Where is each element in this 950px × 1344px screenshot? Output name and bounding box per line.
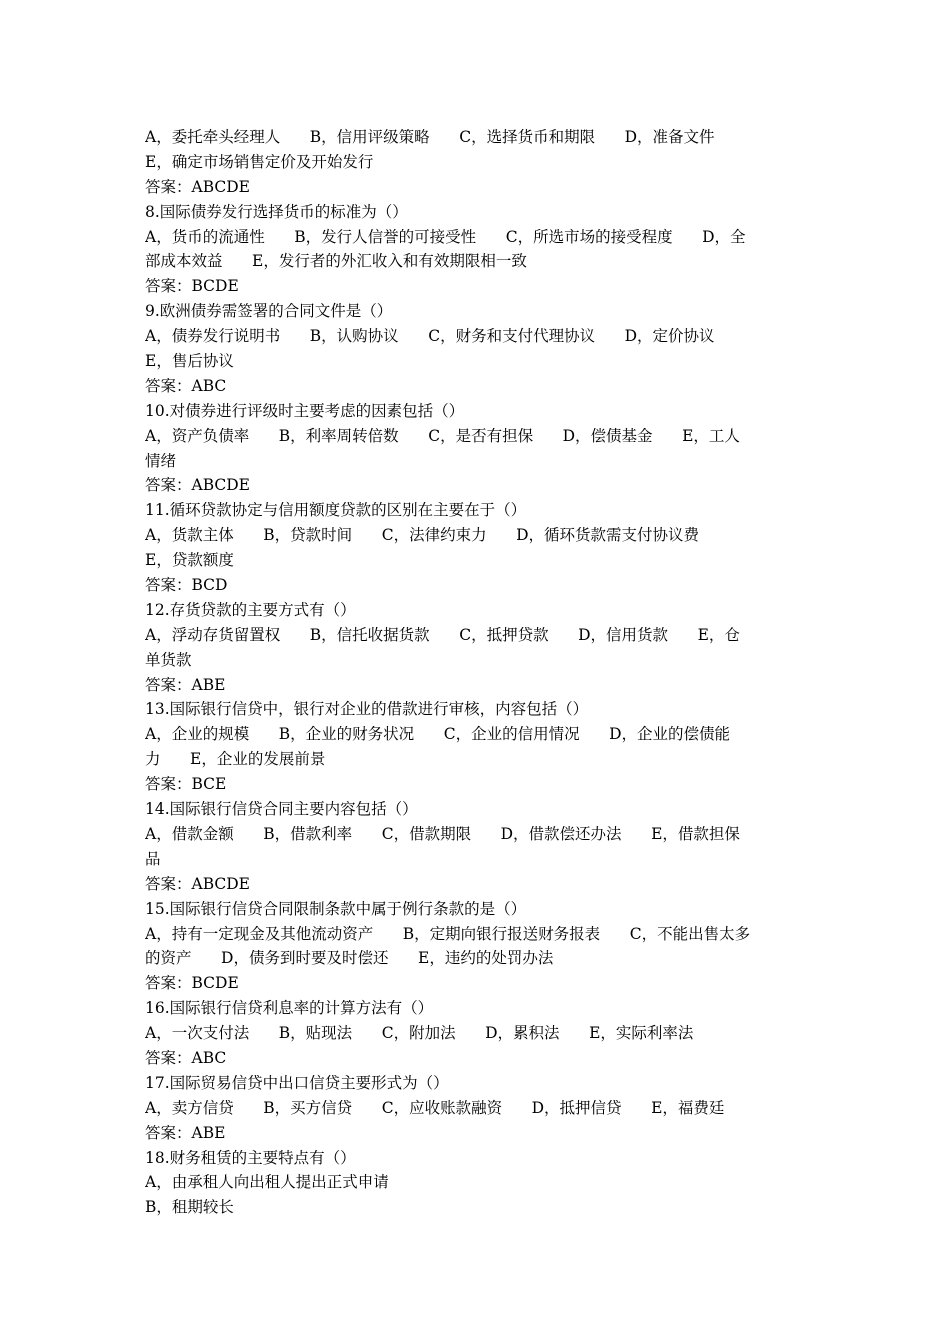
text-line: 情绪 (145, 451, 177, 470)
answer-line: 答案：BCD (145, 576, 228, 595)
text-line: A，货币的流通性 B，发行人信誉的可接受性 C，所选市场的接受程度 D，全 (145, 227, 746, 246)
answer-line: 答案：BCE (145, 775, 227, 794)
text-line: E，确定市场销售定价及开始发行 (145, 152, 374, 171)
text-line: E，售后协议 (145, 352, 234, 371)
question-line: 12.存货贷款的主要方式有（） (145, 600, 356, 619)
text-line: A，债券发行说明书 B，认购协议 C，财务和支付代理协议 D，定价协议 (145, 327, 715, 346)
answer-line: 答案：BCDE (145, 277, 239, 296)
answer-line: 答案：BCDE (145, 974, 239, 993)
question-line: 11.循环贷款协定与信用额度贷款的区别在主要在于（） (145, 501, 527, 520)
answer-line: 答案：ABE (145, 1123, 226, 1142)
text-line: A，企业的规模 B，企业的财务状况 C，企业的信用情况 D，企业的偿债能 (145, 725, 731, 744)
text-line: 部成本效益 E，发行者的外汇收入和有效期限相一致 (145, 252, 527, 271)
text-line: A，借款金额 B，借款利率 C，借款期限 D，借款偿还办法 E，借款担保 (145, 824, 740, 843)
text-line: 力 E，企业的发展前景 (145, 750, 326, 769)
text-line: A，货款主体 B，贷款时间 C，法律约束力 D，循环货款需支付协议费 (145, 526, 700, 545)
question-line: 10.对债券进行评级时主要考虑的因素包括（） (145, 401, 465, 420)
text-line: A，委托牵头经理人 B，信用评级策略 C，选择货币和期限 D，准备文件 (145, 128, 715, 146)
question-line: 17.国际贸易信贷中出口信贷主要形式为（） (145, 1073, 449, 1092)
question-line: 9.欧洲债券需签署的合同文件是（） (145, 302, 393, 321)
answer-line: 答案：ABE (145, 675, 226, 694)
text-line: A，资产负债率 B，利率周转倍数 C，是否有担保 D，偿债基金 E，工人 (145, 426, 740, 445)
question-line: 13.国际银行信贷中，银行对企业的借款进行审核，内容包括（） (145, 700, 589, 719)
answer-line: 答案：ABCDE (145, 874, 250, 893)
question-line: 18.财务租赁的主要特点有（） (145, 1148, 356, 1167)
text-line: 的资产 D，债务到时要及时偿还 E，违约的处罚办法 (145, 949, 554, 968)
text-line: 单货款 (145, 650, 192, 669)
text-line: 品 (145, 849, 161, 868)
answer-line: 答案：ABCDE (145, 177, 250, 196)
text-line: A，浮动存货留置权 B，信托收据货款 C，抵押贷款 D，信用货款 E，仓 (145, 625, 740, 644)
text-line: A，由承租人向出租人提出正式申请 (145, 1173, 389, 1192)
document-body (145, 125, 810, 1220)
text-line: A，卖方信贷 B，买方信贷 C，应收账款融资 D，抵押信贷 E，福费廷 (145, 1098, 725, 1117)
answer-line: 答案：ABC (145, 376, 227, 395)
question-line: 8.国际债券发行选择货币的标准为（） (145, 202, 408, 221)
question-line: 15.国际银行信贷合同限制条款中属于例行条款的是（） (145, 899, 527, 918)
text-line: E，贷款额度 (145, 551, 234, 570)
text-line: B，租期较长 (145, 1198, 234, 1217)
question-line: 14.国际银行信贷合同主要内容包括（） (145, 800, 418, 819)
text-line: A，持有一定现金及其他流动资产 B，定期向银行报送财务报表 C，不能出售太多 (145, 924, 751, 943)
answer-line: 答案：ABCDE (145, 476, 250, 495)
question-line: 16.国际银行信贷利息率的计算方法有（） (145, 999, 434, 1018)
text-line: A，一次支付法 B，贴现法 C，附加法 D，累积法 E，实际利率法 (145, 1024, 694, 1043)
answer-line: 答案：ABC (145, 1048, 227, 1067)
